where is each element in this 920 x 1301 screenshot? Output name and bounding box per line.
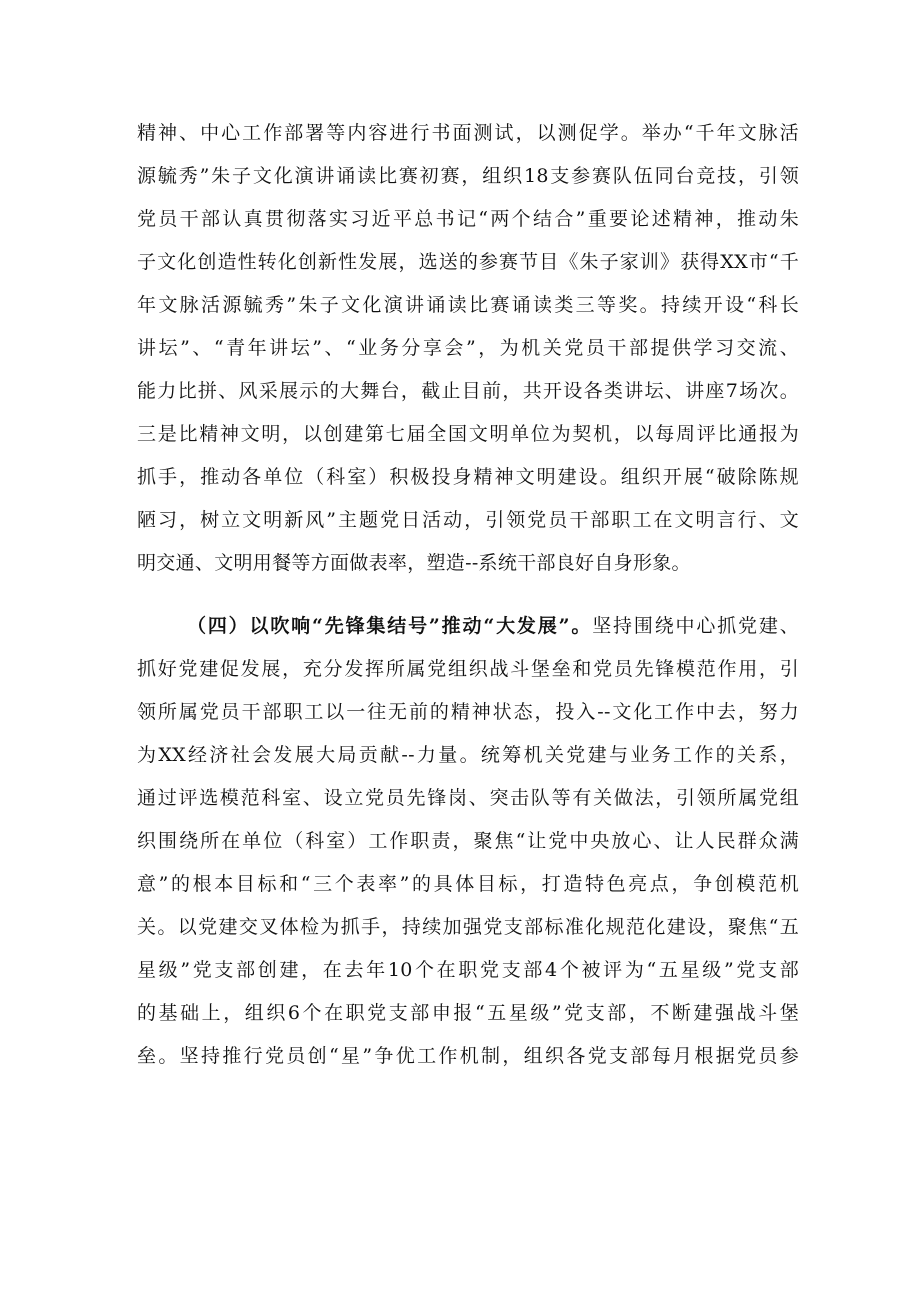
paragraph-line: 星级”党支部创建，在去年10个在职党支部4个被评为“五星级”党支部 — [137, 959, 799, 981]
paragraph-line: 明交通、文明用餐等方面做表率，塑造--系统干部良好自身形象。 — [137, 552, 691, 574]
paragraph-line: 三是比精神文明，以创建第七届全国文明单位为契机，以每周评比通报为 — [137, 423, 799, 445]
paragraph-line: 关。以党建交叉体检为抓手，持续加强党支部标准化规范化建设，聚焦“五 — [137, 916, 799, 938]
paragraph-line: 织围绕所在单位（科室）工作职责，聚焦“让党中央放心、让人民群众满 — [137, 830, 799, 852]
text-column — [137, 112, 799, 1078]
paragraph-one — [137, 112, 799, 585]
paragraph-line: 的基础上，组织6个在职党支部申报“五星级”党支部，不断建强战斗堡 — [137, 1002, 799, 1024]
paragraph-gap — [137, 585, 799, 605]
paragraph-line: 年文脉活源毓秀”朱子文化演讲诵读比赛诵读类三等奖。持续开设“科长 — [137, 294, 799, 316]
paragraph-line: 领所属党员干部职工以一往无前的精神状态，投入--文化工作中去，努力 — [137, 701, 799, 723]
paragraph-two — [137, 605, 799, 1078]
paragraph-line: 源毓秀”朱子文化演讲诵读比赛初赛，组织18支参赛队伍同台竞技，引领 — [137, 165, 799, 187]
paragraph-line: 意”的根本目标和“三个表率”的具体目标，打造特色亮点，争创模范机 — [137, 873, 799, 895]
section-heading-line — [137, 605, 799, 648]
paragraph-line: 陋习，树立文明新风”主题党日活动，引领党员干部职工在文明言行、文 — [137, 509, 799, 531]
section-heading-rest: 坚持围绕中心抓党建、 — [592, 615, 799, 637]
paragraph-line: 精神、中心工作部署等内容进行书面测试，以测促学。举办“千年文脉活 — [137, 122, 799, 144]
paragraph-line: 讲坛”、“青年讲坛”、“业务分享会”，为机关党员干部提供学习交流、 — [137, 337, 799, 359]
paragraph-line: 垒。坚持推行党员创“星”争优工作机制，组织各党支部每月根据党员参 — [137, 1045, 799, 1067]
section-heading: （四）以吹响“先锋集结号”推动“大发展”。 — [187, 615, 593, 637]
paragraph-line: 抓好党建促发展，充分发挥所属党组织战斗堡垒和党员先锋模范作用，引 — [137, 658, 799, 680]
paragraph-line: 能力比拼、风采展示的大舞台，截止目前，共开设各类讲坛、讲座7场次。 — [137, 380, 799, 402]
paragraph-line: 子文化创造性转化创新性发展，选送的参赛节目《朱子家训》获得XX市“千 — [137, 251, 799, 273]
paragraph-line: 为XX经济社会发展大局贡献--力量。统筹机关党建与业务工作的关系， — [137, 744, 799, 766]
paragraph-line: 通过评选模范科室、设立党员先锋岗、突击队等有关做法，引领所属党组 — [137, 787, 799, 809]
paragraph-line: 党员干部认真贯彻落实习近平总书记“两个结合”重要论述精神，推动朱 — [137, 208, 799, 230]
paragraph-line: 抓手，推动各单位（科室）积极投身精神文明建设。组织开展“破除陈规 — [137, 466, 799, 488]
